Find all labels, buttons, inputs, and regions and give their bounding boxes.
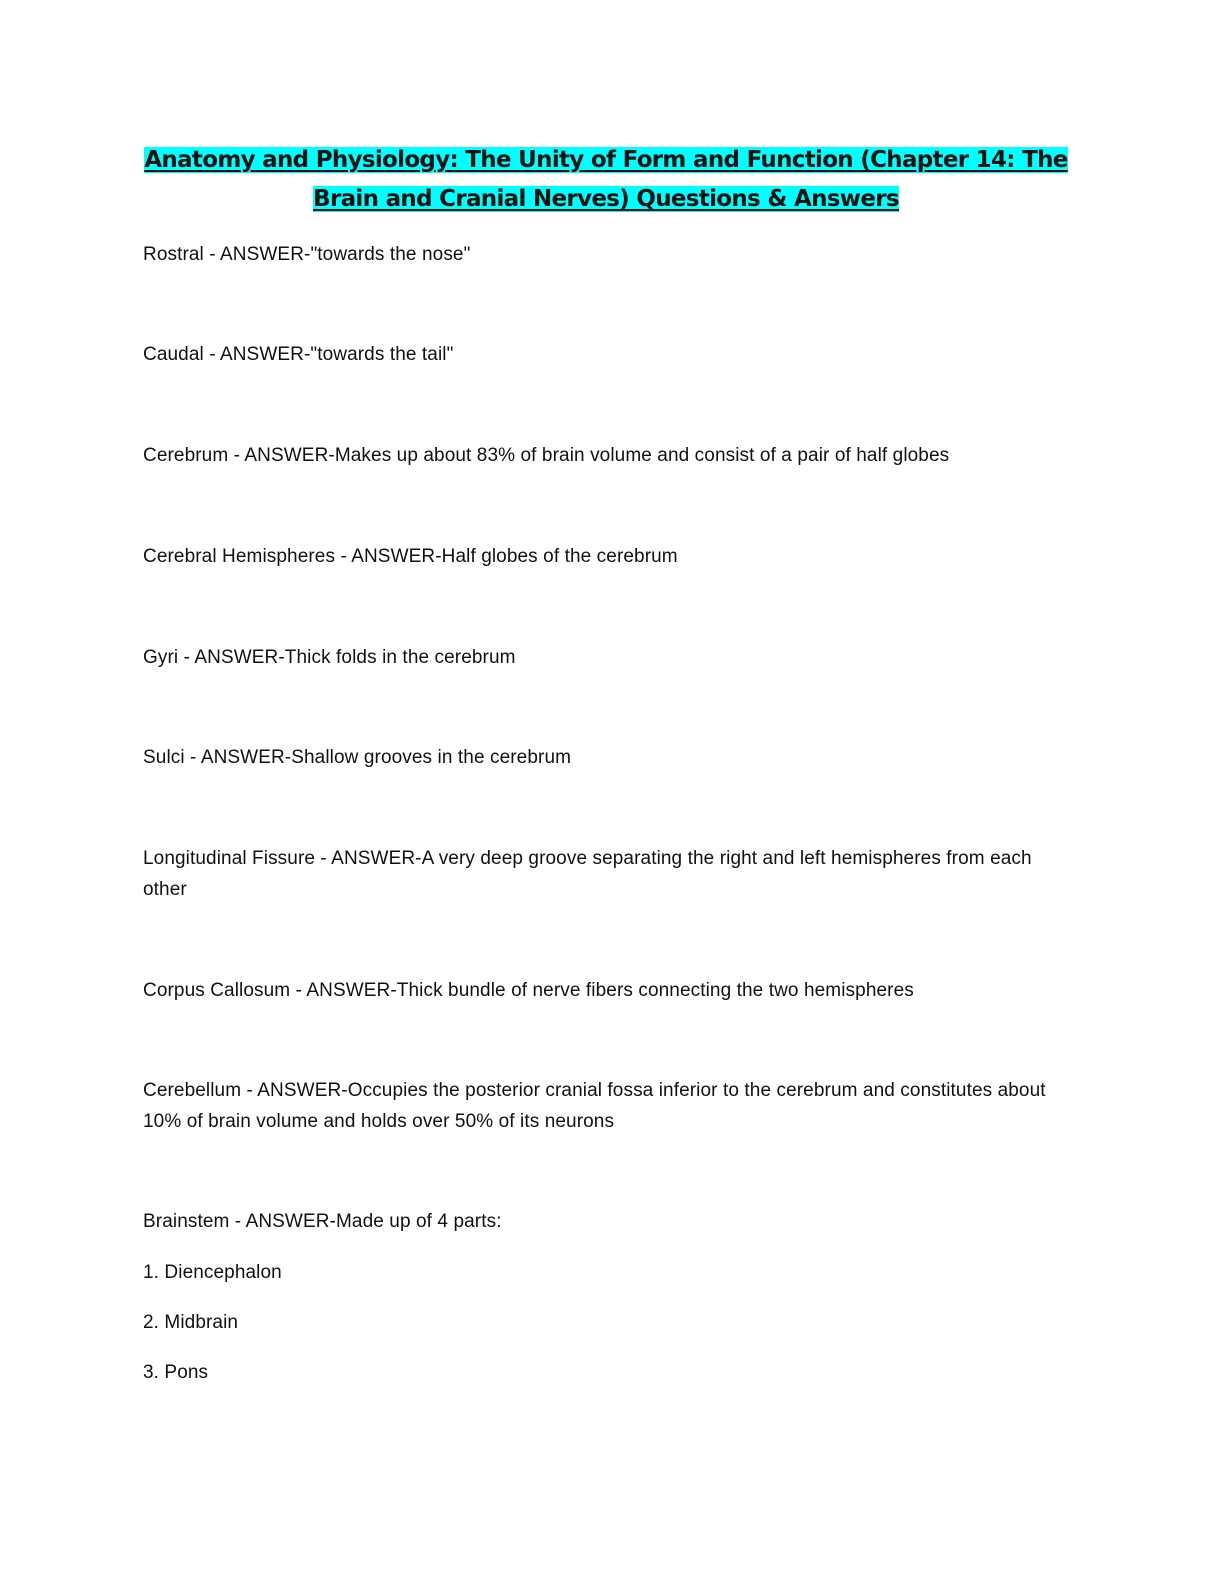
qa-entry-cerebral-hemispheres: Cerebral Hemispheres - ANSWER-Half globes of the cerebrum bbox=[143, 546, 678, 567]
list-item-pons: 3. Pons bbox=[143, 1362, 209, 1383]
document-title-highlight: Anatomy and Physiology: The Unity of Form and Function (Chapter 14: The Brain and Cranial Nerves) Questions & Answers bbox=[144, 147, 1068, 212]
qa-entry-longitudinal-fissure: Longitudinal Fissure - ANSWER-A very deep groove separating the right and left hemispheres from each other bbox=[143, 848, 1032, 900]
qa-entry-cerebrum: Cerebrum - ANSWER-Makes up about 83% of brain volume and consist of a pair of half globes bbox=[143, 445, 950, 466]
qa-entry-rostral: Rostral - ANSWER-"towards the nose" bbox=[143, 244, 471, 265]
qa-entry-sulci: Sulci - ANSWER-Shallow grooves in the cerebrum bbox=[143, 747, 572, 768]
qa-entry-cerebellum: Cerebellum - ANSWER-Occupies the posterior cranial fossa inferior to the cerebrum and constitutes about 10% of brain volume and holds over 50% of its neurons bbox=[143, 1080, 1046, 1132]
qa-entry-brainstem: Brainstem - ANSWER-Made up of 4 parts: bbox=[143, 1211, 502, 1232]
qa-entry-corpus-callosum: Corpus Callosum - ANSWER-Thick bundle of nerve fibers connecting the two hemispheres bbox=[143, 980, 914, 1001]
qa-entry-caudal: Caudal - ANSWER-"towards the tail" bbox=[143, 344, 454, 365]
list-item-diencephalon: 1. Diencephalon bbox=[143, 1262, 282, 1283]
document-title bbox=[143, 141, 1069, 219]
list-item-midbrain: 2. Midbrain bbox=[143, 1312, 239, 1333]
qa-entry-gyri: Gyri - ANSWER-Thick folds in the cerebrum bbox=[143, 647, 516, 668]
